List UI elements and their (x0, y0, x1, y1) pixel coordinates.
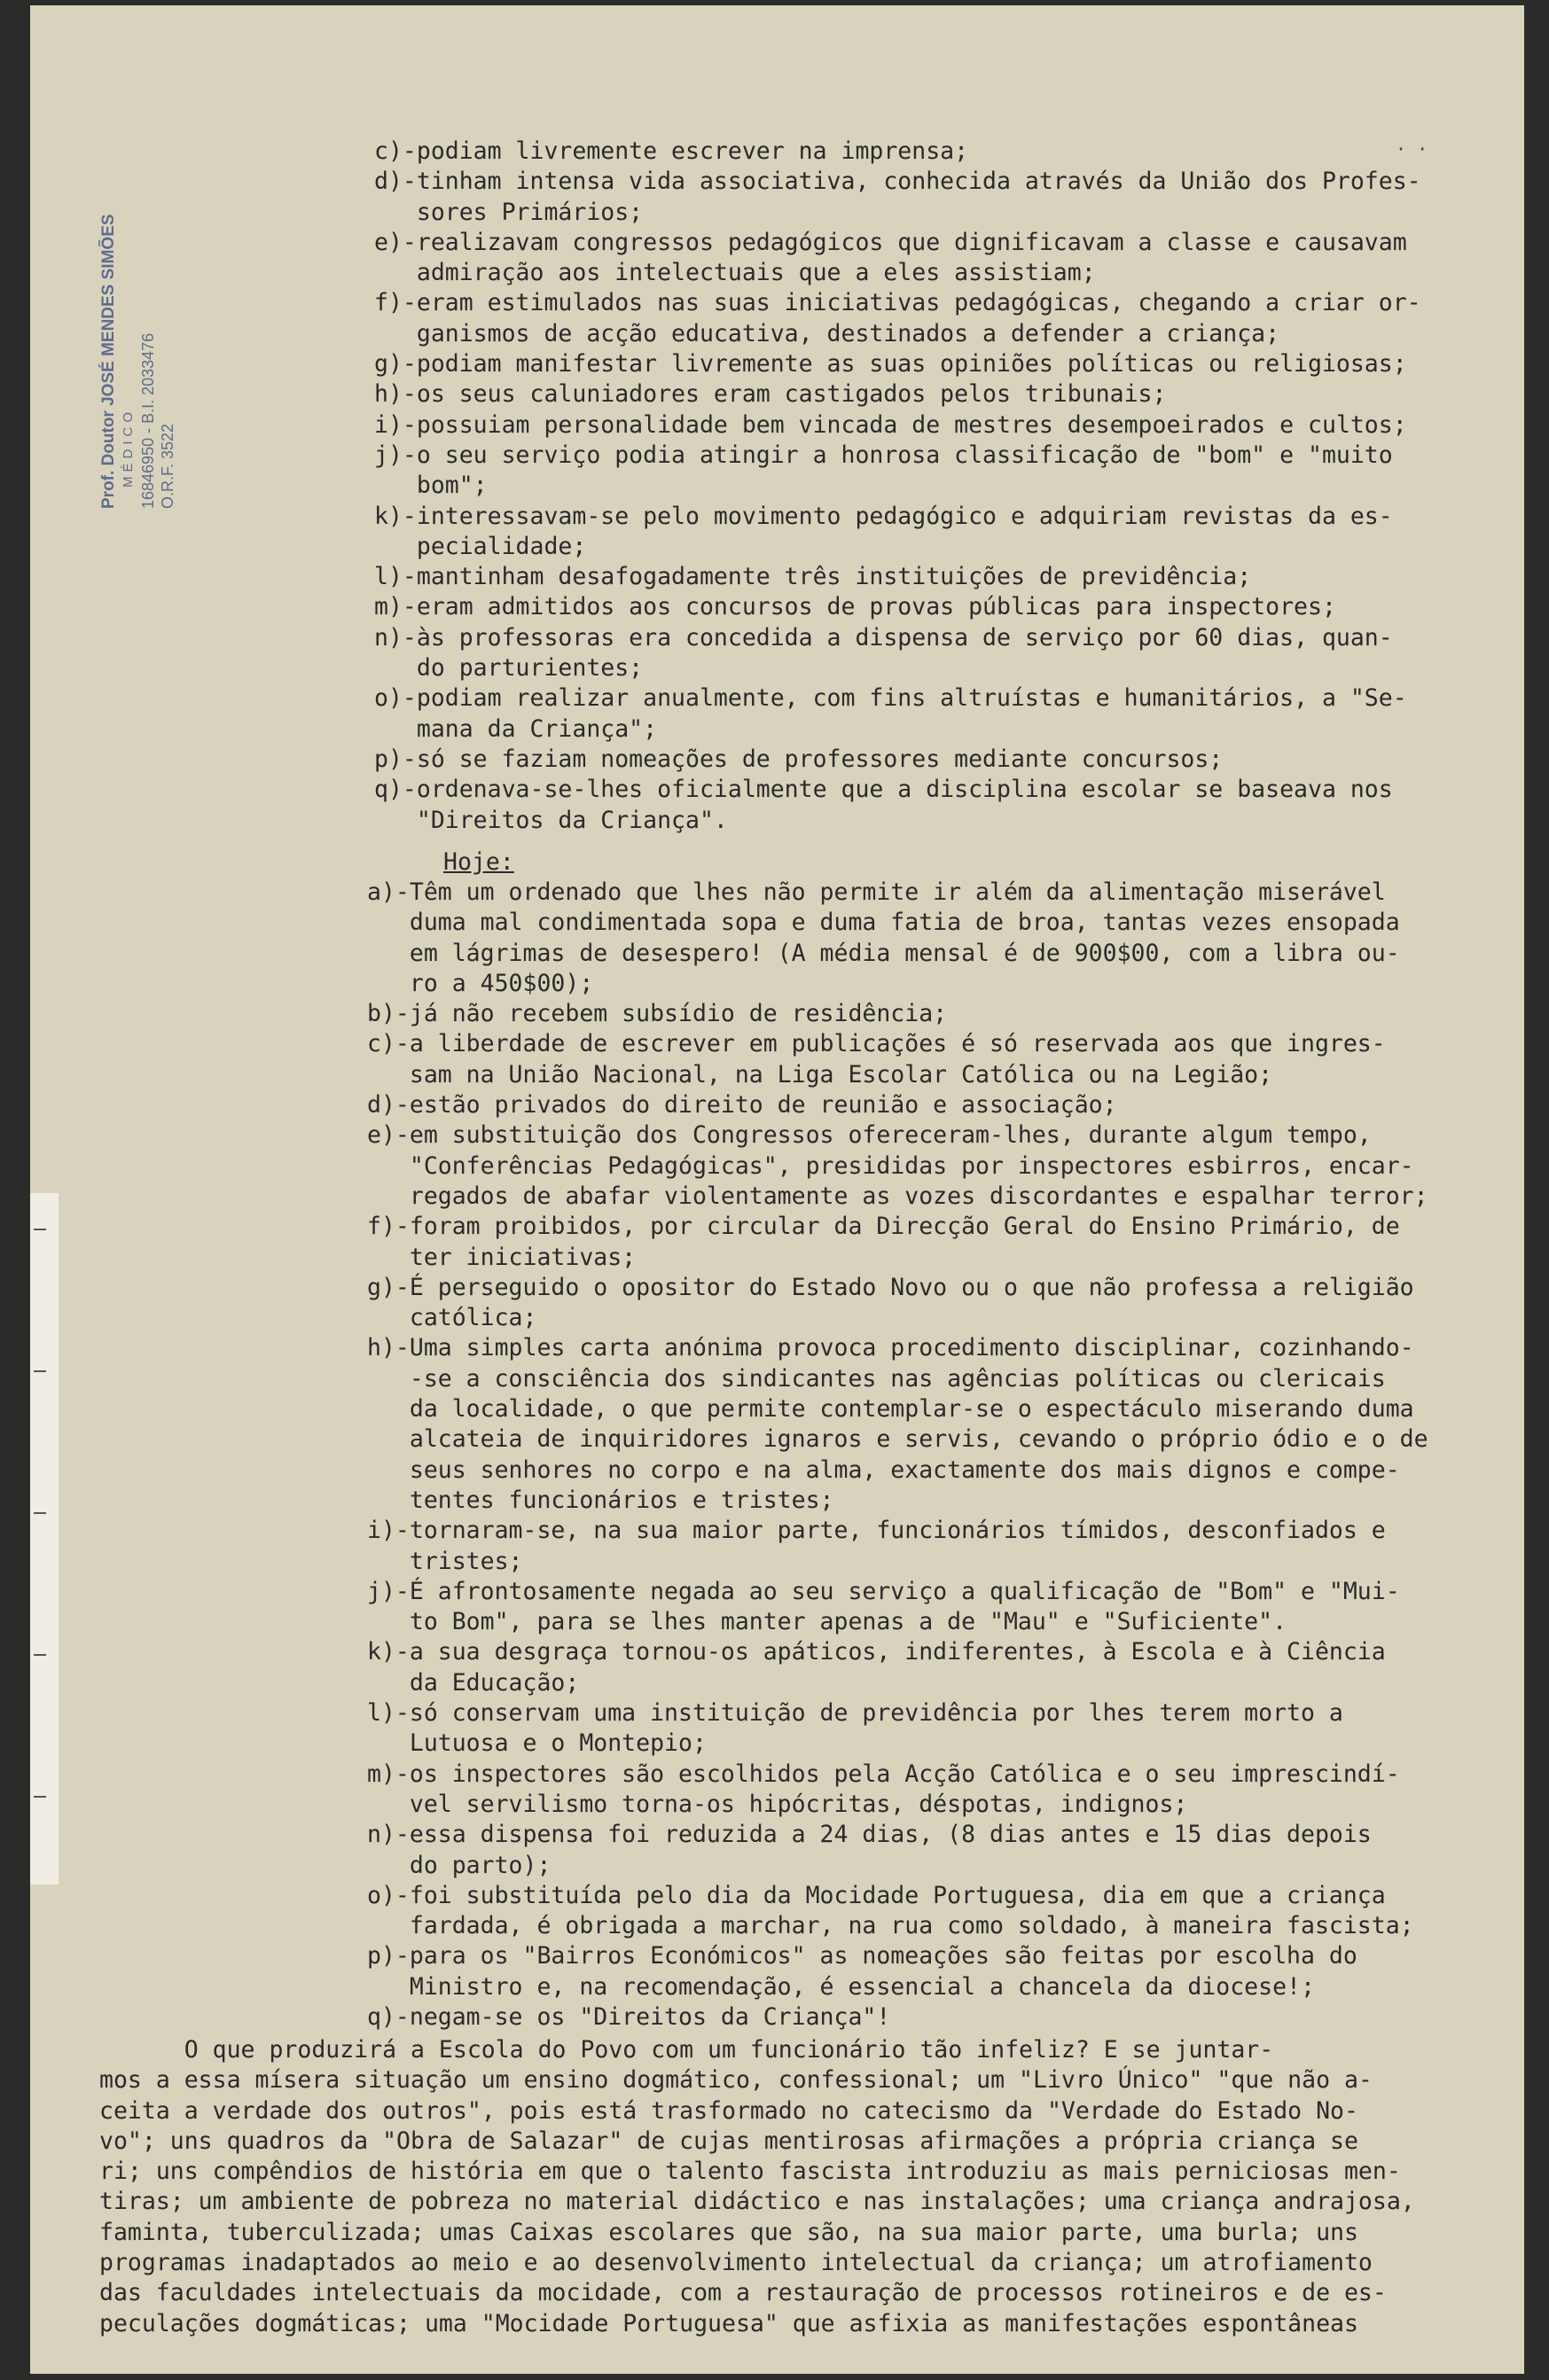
scan-ruler-strip (30, 1193, 59, 1884)
list-line: -se a consciência dos sindicantes nas agências políticas ou clericais (367, 1364, 1386, 1393)
list-line: c)-podiam livremente escrever na imprensa; (374, 137, 969, 165)
list-line: "Direitos da Criança". (374, 806, 728, 834)
list-line: p)-só se faziam nomeações de professores mediante concursos; (374, 745, 1224, 773)
list-line: mana da Criança"; (374, 714, 658, 743)
list-line: e)-em substituição dos Congressos ofereceram-lhes, durante algum tempo, (367, 1121, 1372, 1150)
list-line: h)-Uma simples carta anónima provoca procedimento disciplinar, cozinhando- (367, 1334, 1414, 1362)
list-line: fardada, é obrigada a marchar, na rua como soldado, à maneira fascista; (367, 1912, 1414, 1940)
list-line: d)-tinham intensa vida associativa, conhecida através da União dos Profes- (374, 168, 1421, 196)
list-line: da localidade, o que permite contemplar-se o espectáculo miserando duma (367, 1395, 1414, 1424)
stamp-id: 16846950 - B.I. 2033476 (139, 332, 157, 509)
list-line: c)-a liberdade de escrever em publicações é só reservada aos que ingres- (367, 1030, 1386, 1058)
list-line: l)-mantinham desafogadamente três instituições de previdência; (374, 563, 1252, 591)
list-line: m)-eram admitidos aos concursos de provas públicas para inspectores; (374, 593, 1336, 621)
list-line: Ministro e, na recomendação, é essencial a chancela da diocese!; (367, 1972, 1315, 2001)
list-line: bom"; (374, 472, 488, 500)
list-line: n)-às professoras era concedida a dispensa de serviço por 60 dias, quan- (374, 623, 1393, 652)
list-line: da Educação; (367, 1668, 580, 1697)
list-line: sam na União Nacional, na Liga Escolar Católica ou na Legião; (367, 1060, 1273, 1089)
list-line: g)-podiam manifestar livremente as suas opiniões políticas ou religiosas; (374, 350, 1407, 378)
list-line: vel servilismo torna-os hipócritas, déspotas, indignos; (367, 1790, 1188, 1818)
list-line: em lágrimas de desespero! (A média mensal é de 900$00, com a libra ou- (367, 939, 1400, 967)
paragraph-line: vo"; uns quadros da "Obra de Salazar" de cujas mentirosas afirmações a própria criança se (99, 2126, 1358, 2155)
list-line: q)-negam-se os "Direitos da Criança"! (367, 2002, 891, 2031)
list-line: q)-ordenava-se-lhes oficialmente que a disciplina escolar se baseava nos (374, 776, 1393, 804)
list-line: a)-Têm um ordenado que lhes não permite ir além da alimentação miserável (367, 878, 1386, 906)
list-line: d)-estão privados do direito de reunião e associação; (367, 1091, 1117, 1120)
list-line: ganismos de acção educativa, destinados a defender a criança; (374, 319, 1280, 347)
document-page (30, 5, 1524, 2374)
closing-paragraph (99, 2035, 1415, 2339)
list-line: tentes funcionários e tristes; (367, 1486, 834, 1514)
list-line: g)-É perseguido o opositor do Estado Novo ou o que não professa a religião (367, 1273, 1414, 1301)
list-line: o)-podiam realizar anualmente, com fins altruístas e humanitários, a "Se- (374, 684, 1407, 713)
list-line: to Bom", para se lhes manter apenas a de "Mau" e "Suficiente". (367, 1608, 1287, 1636)
paragraph-line: O que produzirá a Escola do Povo com um funcionário tão infeliz? E se juntar- (99, 2036, 1274, 2064)
list-line: do parturientes; (374, 654, 644, 683)
list-line: católica; (367, 1304, 537, 1332)
list-line: seus senhores no corpo e na alma, exactamente dos mais dignos e compe- (367, 1455, 1400, 1484)
list-line: i)-possuiam personalidade bem vincada de mestres desempoeirados e cultos; (374, 410, 1407, 439)
corner-marks: · · (1396, 138, 1428, 160)
list-line: duma mal condimentada sopa e duma fatia de broa, tantas vezes ensopada (367, 909, 1400, 937)
list-line: Lutuosa e o Montepio; (367, 1729, 707, 1758)
list-line: h)-os seus caluniadores eram castigados pelos tribunais; (374, 380, 1167, 409)
list-line: tristes; (367, 1547, 523, 1575)
stamp-registration: O.R.F. 3522 (159, 423, 176, 509)
today-list (367, 878, 1428, 2033)
before-list (374, 137, 1421, 836)
list-line: alcateia de inquiridores ignaros e servis, cevando o próprio ódio e o de (367, 1425, 1428, 1454)
section-heading-today: Hoje: (443, 848, 514, 876)
list-line: m)-os inspectores são escolhidos pela Acção Católica e o seu imprescindí- (367, 1760, 1400, 1788)
paragraph-line: programas inadaptados ao meio e ao desenvolvimento intelectual da criança; um atrofiamento (99, 2249, 1373, 2277)
paragraph-line: peculações dogmáticas; uma "Mocidade Portuguesa" que asfixia as manifestações espontâneas (99, 2309, 1358, 2337)
list-line: f)-foram proibidos, por circular da Direcção Geral do Ensino Primário, de (367, 1213, 1400, 1241)
list-line: o)-foi substituída pelo dia da Mocidade Portuguesa, dia em que a criança (367, 1881, 1386, 1909)
list-line: p)-para os "Bairros Económicos" as nomeações são feitas por escolha do (367, 1942, 1357, 1970)
paragraph-line: mos a essa mísera situação um ensino dogmático, confessional; um "Livro Único" "que não a- (99, 2066, 1373, 2095)
list-line: f)-eram estimulados nas suas iniciativas pedagógicas, chegando a criar or- (374, 289, 1421, 317)
list-line: l)-só conservam uma instituição de previdência por lhes terem morto a (367, 1699, 1343, 1728)
list-line: j)-É afrontosamente negada ao seu serviço a qualificação de "Bom" e "Mui- (367, 1577, 1400, 1605)
paragraph-line: faminta, tuberculizada; umas Caixas escolares que são, na sua maior parte, uma burla; uns (99, 2218, 1358, 2246)
paragraph-line: ri; uns compêndios de história em que o talento fascista introduziu as mais perniciosas men- (99, 2158, 1401, 2186)
list-line: pecialidade; (374, 532, 587, 560)
list-line: e)-realizavam congressos pedagógicos que dignificavam a classe e causavam (374, 228, 1407, 256)
list-line: ter iniciativas; (367, 1243, 637, 1271)
stamp-title: MÉDICO (121, 408, 136, 488)
list-line: k)-interessavam-se pelo movimento pedagógico e adquiriam revistas da es- (374, 502, 1393, 530)
list-line: regados de abafar violentamente as vozes discordantes e espalhar terror; (367, 1182, 1428, 1210)
list-line: b)-já não recebem subsídio de residência; (367, 1000, 948, 1028)
list-line: j)-o seu serviço podia atingir a honrosa classificação de "bom" e "muito (374, 441, 1393, 469)
list-line: sores Primários; (374, 198, 644, 226)
paragraph-line: das faculdades intelectuais da mocidade, com a restauração de processos rotineiros e de es- (99, 2279, 1387, 2307)
paragraph-line: ceita a verdade dos outros", pois está trasformado no catecismo da "Verdade do Estado No- (99, 2096, 1358, 2125)
list-line: n)-essa dispensa foi reduzida a 24 dias, (8 dias antes e 15 dias depois (367, 1821, 1372, 1849)
list-line: i)-tornaram-se, na sua maior parte, funcionários tímidos, desconfiados e (367, 1517, 1386, 1545)
list-line: do parto); (367, 1851, 552, 1879)
list-line: "Conferências Pedagógicas", presididas por inspectores esbirros, encar- (367, 1151, 1414, 1180)
list-line: admiração aos intelectuais que a eles assistiam; (374, 259, 1096, 287)
list-line: ro a 450$00); (367, 969, 594, 997)
list-line: k)-a sua desgraça tornou-os apáticos, indiferentes, à Escola e à Ciência (367, 1638, 1386, 1666)
stamp-name: Prof. Doutor JOSÉ MENDES SIMÕES (99, 214, 118, 509)
paragraph-line: tiras; um ambiente de pobreza no material didáctico e nas instalações; uma criança andrajosa, (99, 2188, 1415, 2216)
doctor-stamp (99, 214, 176, 509)
